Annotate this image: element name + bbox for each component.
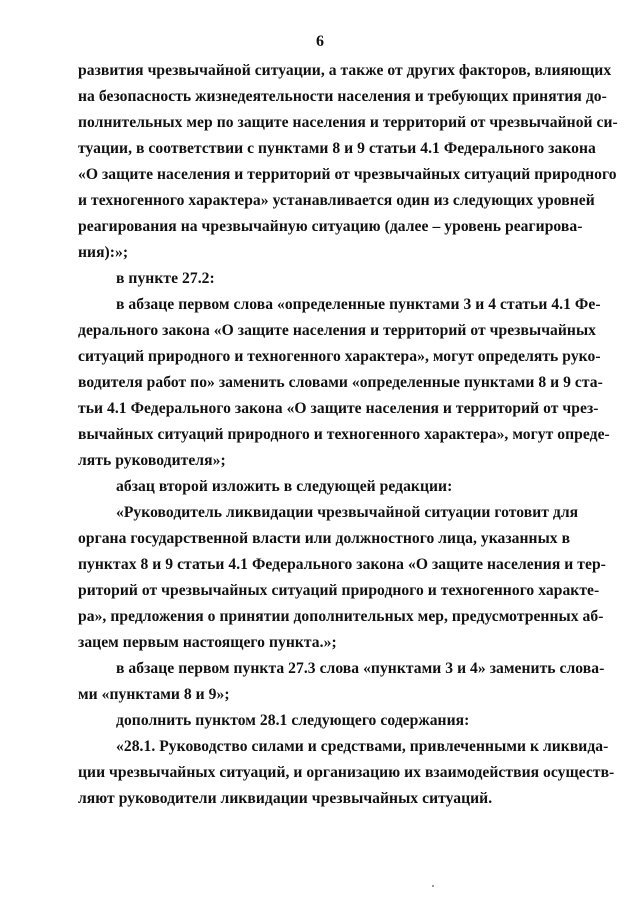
paragraph-start-line: в пункте 27.2: [116,270,215,287]
paragraph-start-line: дополнить пунктом 28.1 следующего содержания: [116,712,470,729]
text-line: органа государственной власти или должностного лица, указанных в [78,530,571,547]
paragraph-start-line: в абзаце первом слова «определенные пунктами 3 и 4 статьи 4.1 Фе- [116,296,601,313]
text-line: ситуаций природного и техногенного характера», могут определять руко- [78,348,601,365]
text-line: лять руководителя»; [78,452,226,469]
text-line: полнительных мер по защите населения и территорий от чрезвычайной си- [78,114,618,131]
text-line: ния):»; [78,244,129,261]
paragraph-start-line: абзац второй изложить в следующей редакции: [116,478,453,495]
text-line: дерального закона «О защите населения и территорий от чрезвычайных [78,322,597,339]
text-line: зацем первым настоящего пункта.»; [78,634,337,651]
paragraph-start-line: «Руководитель ликвидации чрезвычайной ситуации готовит для [116,504,579,521]
page-number: 6 [316,33,324,50]
scan-speck [432,885,434,887]
text-line: и техногенного характера» устанавливается один из следующих уровней [78,192,595,209]
text-line: «О защите населения и территорий от чрезвычайных ситуаций природного [78,166,617,183]
paragraph-start-line: «28.1. Руководство силами и средствами, привлеченными к ликвида- [116,738,609,755]
text-line: ми «пунктами 8 и 9»; [78,686,230,703]
text-line: реагирования на чрезвычайную ситуацию (далее – уровень реагирова- [78,218,583,235]
text-line: риторий от чрезвычайных ситуаций природного и техногенного характе- [78,582,600,599]
text-line: на безопасность жизнедеятельности населения и требующих принятия до- [78,88,607,105]
paragraph-start-line: в абзаце первом пункта 27.3 слова «пунктами 3 и 4» заменить слова- [116,660,605,677]
text-line: вычайных ситуаций природного и техногенного характера», могут опреде- [78,426,610,443]
text-line: ра», предложения о принятии дополнительных мер, предусмотренных аб- [78,608,604,625]
text-line: туации, в соответствии с пунктами 8 и 9 статьи 4.1 Федерального закона [78,140,596,157]
text-line: тьи 4.1 Федерального закона «О защите населения и территорий от чрез- [78,400,599,417]
text-line: ляют руководители ликвидации чрезвычайных ситуаций. [78,790,493,807]
text-line: развития чрезвычайной ситуации, а также от других факторов, влияющих [78,62,612,79]
text-line: пунктах 8 и 9 статьи 4.1 Федерального закона «О защите населения и тер- [78,556,606,573]
text-line: водителя работ по» заменить словами «определенные пунктами 8 и 9 ста- [78,374,603,391]
text-line: ции чрезвычайных ситуаций, и организацию их взаимодействия осуществ- [78,764,615,781]
